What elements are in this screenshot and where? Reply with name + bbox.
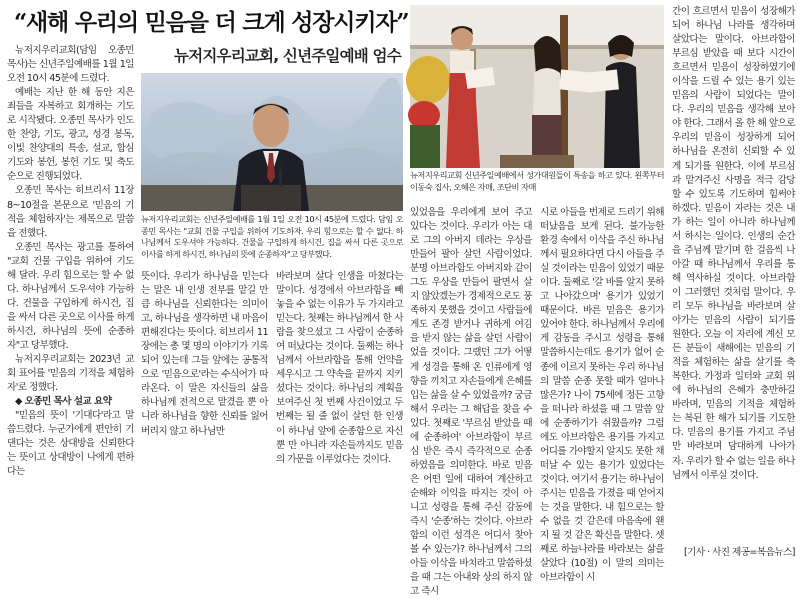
col1-paragraph: 예배는 지난 한 해 동안 지은 죄들을 자복하고 회개하는 기도로 시작됐다. 오종민 목사가 인도한 찬양, 기도, 광고, 성경 봉독, 이빛 찬양대의 특송, 설교, 합심 기도와 봉헌, 봉헌 기도 및 축도 순으로 진행되었다. [7,87,134,183]
col1-paragraph: 오종민 목사는 광고를 통하여 "교회 건물 구입을 위하여 기도해 달라. 우리 힘으로는 할 수 없다. 하나님께서 도우셔야 가능하다. 건물을 구입하게 하시건, 집을 싸서 다른 곳으로 이사를 하게 하시건, 하나님의 뜻에 순종하자"고 당부했다. [7,241,134,351]
col6-paragraph: 간이 흐르면서 믿음이 성장해가되어 하나님 나라를 생각하며 살았다는 말이다. 아브라함이 부르심 받았을 때 보다 시간이 흐르면서 믿음이 성장하였기에 이삭을 드릴 수 있는 용기 있는 믿음의 사람이 되었다는 말이다. 우리의 믿음을 생각해 보아야 한다. 그래서 올 한 해 앞으로 우리의 믿음이 성장하게 되어 하나님을 온전히 신뢰할 수 있게 되기를 원한다. 이에 부르심과 맡겨주신 사명을 적극 감당할 수 있도록 기도하며 힘써야 하겠다. 믿음이 자라는 것은 내가 하는 일이 아니라 하나님께서 하시는 일이다. 인생의 순간을 주님께 맡기며 한 걸음씩 나아갈 때 하나님께서 우리를 통해 역사하실 것이다. 아브라함이 그러했던 것처럼 말이다. 우리 모두 하나님을 바라보며 살아가는 믿음의 사람이 되기를 원한다. 오늘 이 자리에 계신 모든 분들이 새해에는 믿음의 기적을 체험하는 삶을 살기를 축복한다. 가정과 일터와 교회 위에 하나님의 은혜가 충만하길 바라며, 믿음의 기적을 체험하는 복된 한 해가 되기를 기도한다. 믿음의 용기를 가지고 주님만 바라보며 담대하게 나아가자. 우리가 할 수 없는 일을 하나님께서 이루실 것이다. [672,6,795,481]
col1-paragraph: 뉴저지우리교회는 2023년 교회 표어를 '믿음의 기적을 체험하자'로 정했다. [7,354,134,394]
column-1 [7,44,134,560]
col4-paragraph: 있었음을 우리에게 보여 주고 있다는 것이다. 우리가 아는 대로 그의 아버지 데라는 우상을 만들어 팔아 살던 사람이었다. 분명 아브라함도 아버지와 같이 그도 우상을 만들어 팔면서 살지 않았겠는가 경제적으로도 풍족하지 못했을 것이고 사람들에게도 존경 받거나 귀하게 여김을 받지 않는 삶을 살던 사람이었을 것이다. 그랬던 그가 어떻게 성경을 통해 온 인류에게 영향을 끼치고 자손들에게 은혜를 입는 삶을 살 수 있었을까? 궁금해서 우리는 그 해답을 찾을 수 있다. 첫째로 '부르심 받았을 때에 순종하여' 아브라함이 부르심 받은 즉시 즉각적으로 순종하였음을 의미한다. 바로 믿음은 어떤 일에 대하여 계산하고 순해와 이익을 따지는 것이 아니고 성령을 통해 주신 감동에 즉시 '순종'하는 것이다. 아브라함의 이런 성격은 어디서 찾아 볼 수 있는가? 하나님께서 그의 아들 이삭을 바치라고 말씀하셨을 때 그는 아내와 상의 하지 않고 즉시 [410,207,532,598]
col5-paragraph: 시로 아들을 번제로 드리기 위해 떠났음을 보게 된다. 불가능한 환경 속에서 이삭을 주신 하나님께서 필요하다면 다시 아들을 주실 것이라는 믿음이 있었기 때문이다. 둘째로 '갈 바를 알지 못하고 나아갔으며' 용기가 있었기 때문이다. 바른 믿음은 용기가 있어야 한다. 하나님께서 우리에게 감동을 주시고 성령을 통해 말씀하시는데도 용기가 없어 순종에 이르지 못하는 우리 하나님의 말씀 순종 못할 때가 얼마나 많은가? 나이 75세에 정든 고향을 떠나라 하셨을 때 그 말씀 앞에 순종하기가 쉬웠을까? 그럼에도 아브라함은 용기를 가지고 어디를 가야할지 알지도 못한 채 떠날 수 있는 용기가 있었다는 것이다. 여기서 용기는 하나님이 주시는 믿음을 가졌을 때 얻어지는 것을 말한다. 내 힘으로는 할 수 없을 것 같은데 마음속에 왠지 될 것 같은 확신을 말한다. 셋째로 하늘나라를 바라보는 삶을 살았다 (10절) 이 말의 의미는 아브라함이 시 [540,207,664,584]
col1-paragraph: "믿음의 뜻이 '기대다'라고 말씀드렸다. 누군가에게 편안히 기댄다는 것은 상대방을 신뢰한다는 뜻이고 상대방이 나에게 편하다는 [7,410,134,478]
choir-photo [410,5,664,168]
col3-paragraph: 바라보며 살다 인생을 마쳤다는 말이다. 성경에서 아브라함을 빼놓을 수 없는 이유가 두 가지라고 믿는다. 첫째는 하나님께서 한 사람을 찾으셨고 그 사람이 순종하여 떠났다는 것이다. 둘째는 하나님께서 아브라함을 통해 언약을 세우시고 그 약속을 끝까지 지키셨다는 것이다. 하나님의 계획을 보여주신 첫 번째 사건이었고 두 번째는 될 줄 없이 살던 한 인생이 하나님 앞에 순종함으로 자신 뿐 만 아니라 자손들까지도 믿음의 가문을 이루었다는 것이다. [276,271,403,465]
col2-paragraph: 뜻이다. 우리가 하나님을 믿는다는 말은 내 인생 전부를 맡길 만큼 하나님을 신뢰한다는 의미이고, 하나님을 생각하면 내 마음이 편해진다는 뜻이다. 히브리서 11장에는 총 몇 명의 이야기가 기록되어 있는데 그들 앞에는 공통적으로 '믿음으로'라는 수식어가 따라온다. 이 말은 자신들의 삶을 하나님께 전적으로 맡겼을 뿐 아니라 하나님을 향한 신뢰를 잃어버리지 않고 하나님만 [141,271,268,437]
col1-paragraph: 뉴저지우리교회(담임 오종민 목사)는 신년주일예배를 1월 1일 오전 10시 45분에 드렸다. [7,45,134,85]
sermon-summary-heading: ◆ 오종민 목사 설교 요약 [15,396,112,408]
column-2 [141,270,268,560]
pastor-photo [141,73,403,211]
column-6 [672,5,795,546]
col1-paragraph: 오종민 목사는 히브리서 11장 8~10절을 본문으로 '믿음의 기적을 체험하자'는 제목으로 말씀을 전했다. [7,185,134,239]
pastor-photo-image [141,73,403,211]
choir-photo-caption: 뉴저지우리교회 신년주일예배에서 성가대원들이 특송을 하고 있다. 왼쪽부터 이동숙 집사, 오혜은 자매, 조단비 자매 [410,170,664,192]
column-4 [410,206,532,598]
subheadline: 뉴저지우리교회, 신년주일예배 엄수 [174,47,401,65]
column-5 [540,206,664,584]
pastor-photo-caption: 뉴저지우리교회는 신년주일예배를 1월 1일 오전 10시 45분에 드렸다. 담임 오종민 목사는 "교회 건물 구입을 위하여 기도하자. 우리 힘으로는 할 수 없다. 하나님께서 도우셔야 가능하다. 건물을 구입하게 하시건, 집을 싸서 다른 곳으로 이사를 하게 하시건, 하나님의 뜻에 순종하자"고 당부했다. [141,214,403,259]
credit-line [672,546,795,561]
credit-text: [기사 · 사진 제공=복음뉴스] [683,547,795,558]
choir-photo-image [410,5,664,168]
column-3 [276,270,403,560]
headline: “새해 우리의 믿음을 더 크게 성장시키자” [14,9,409,36]
